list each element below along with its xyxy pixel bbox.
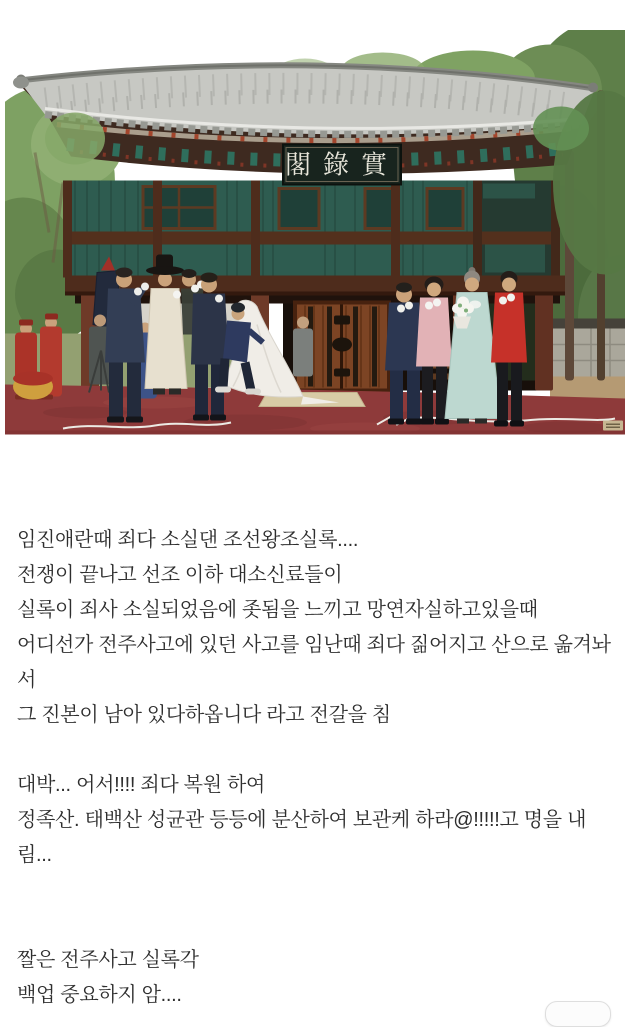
post-text-line: 전쟁이 끝나고 선조 이하 대소신료들이 <box>17 564 343 586</box>
post-image <box>5 30 625 437</box>
signboard-text: 閣錄實 <box>284 150 400 181</box>
post-body <box>17 523 627 1013</box>
post-text-line <box>17 873 627 908</box>
post-text-line: 짤은 전주사고 실록각 <box>17 949 199 971</box>
post-text-line: 백업 중요하지 암.... <box>17 984 182 1006</box>
post-text-line: 어디선가 전주사고에 있던 사고를 임난때 죄다 짊어지고 산으로 옮겨놔 <box>17 634 611 656</box>
photo-watermark <box>603 421 623 431</box>
stone-wall-right <box>550 319 625 401</box>
post-text-line: 임진애란때 죄다 소실댄 조선왕조실록.... <box>17 529 359 551</box>
signboard <box>283 145 401 185</box>
post-text-line: 대박... 어서!!!! 죄다 복원 하여 <box>17 774 266 796</box>
ceremonial-drum <box>13 372 53 400</box>
post-text-line: 정족산. 태백산 성균관 등등에 분산하여 보관케 하라@!!!!!고 명을 내 <box>17 809 587 831</box>
pavilion-upper-wall <box>63 181 565 296</box>
post-text-line: 림... <box>17 844 52 866</box>
bottom-action-button[interactable] <box>545 1001 611 1027</box>
post-text-line <box>17 733 627 768</box>
post-text-line: 실록이 죄사 소실되었음에 좃됨을 느끼고 망연자실하고있을때 <box>17 599 538 621</box>
post-text-line <box>17 908 627 943</box>
post-text-line: 그 진본이 남아 있다하옵니다 라고 전갈을 침 <box>17 704 391 726</box>
post-text-line: 서 <box>17 669 37 691</box>
